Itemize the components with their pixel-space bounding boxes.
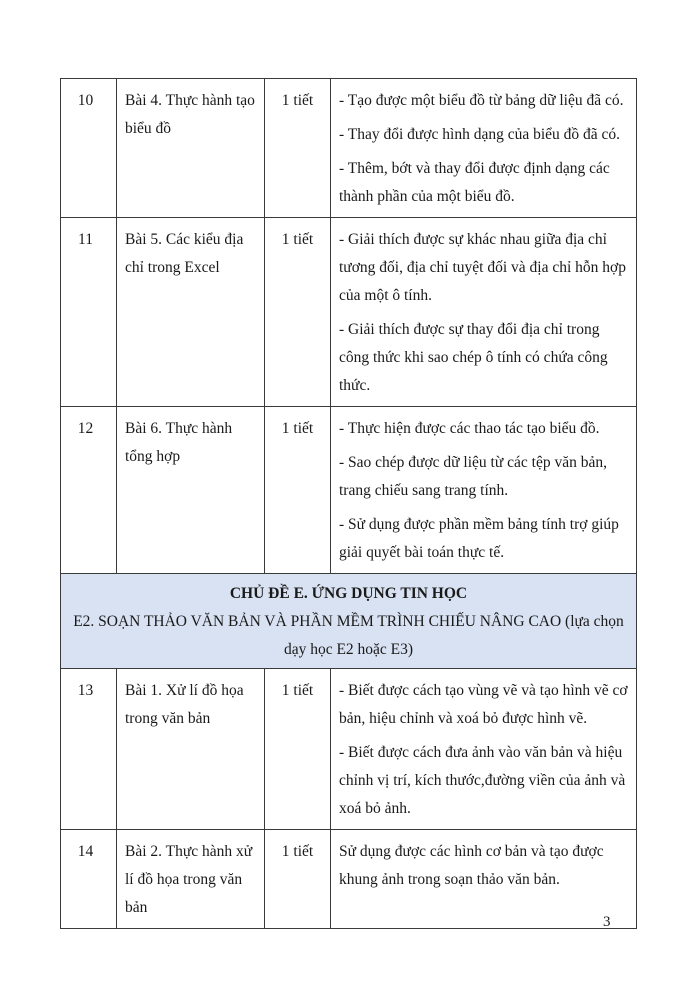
lesson-number-cell: 10 (61, 79, 117, 218)
table-row (61, 669, 637, 830)
requirement-item: - Biết được cách tạo vùng vẽ và tạo hình vẽ cơ bản, hiệu chỉnh và xoá bỏ được hình vẽ. (339, 682, 628, 727)
lesson-number-cell: 12 (61, 407, 117, 574)
lesson-number-cell: 14 (61, 830, 117, 929)
table-body-before (61, 79, 637, 574)
periods-cell: 1 tiết (265, 218, 331, 407)
topic-header-row (61, 574, 637, 669)
page-number: 3 (603, 914, 611, 930)
table-row (61, 218, 637, 407)
table-row (61, 79, 637, 218)
requirement-item: - Tạo được một biểu đồ từ bảng dữ liệu đã có. (339, 92, 624, 109)
lesson-number-cell: 13 (61, 669, 117, 830)
table-body-after (61, 669, 637, 929)
requirements-cell (331, 830, 637, 929)
lesson-title-cell: Bài 5. Các kiểu địa chỉ trong Excel (117, 218, 265, 407)
periods-cell: 1 tiết (265, 79, 331, 218)
table-row (61, 407, 637, 574)
table-row (61, 830, 637, 929)
topic-section (61, 574, 637, 669)
periods-cell: 1 tiết (265, 669, 331, 830)
requirements-cell (331, 218, 637, 407)
lesson-number-cell: 11 (61, 218, 117, 407)
requirement-item: - Thêm, bớt và thay đổi được định dạng các thành phần của một biểu đồ. (339, 160, 610, 205)
requirement-item: - Biết được cách đưa ảnh vào văn bản và hiệu chỉnh vị trí, kích thước,đường viền của ảnh và xoá bỏ ảnh. (339, 744, 626, 817)
topic-subtitle: E2. SOẠN THẢO VĂN BẢN VÀ PHẦN MỀM TRÌNH CHIẾU NÂNG CAO (lựa chọn dạy học E2 hoặc E3) (73, 613, 624, 658)
requirements-cell (331, 407, 637, 574)
topic-title: CHỦ ĐỀ E. ỨNG DỤNG TIN HỌC (229, 585, 468, 602)
requirement-item: Sử dụng được các hình cơ bản và tạo được khung ảnh trong soạn thảo văn bản. (339, 843, 604, 888)
periods-cell: 1 tiết (265, 407, 331, 574)
periods-cell: 1 tiết (265, 830, 331, 929)
requirements-cell (331, 669, 637, 830)
lesson-title-cell: Bài 6. Thực hành tổng hợp (117, 407, 265, 574)
topic-header-cell (61, 574, 637, 669)
requirement-item: - Sử dụng được phần mềm bảng tính trợ giúp giải quyết bài toán thực tế. (339, 516, 619, 561)
curriculum-table (60, 78, 637, 929)
lesson-title-cell: Bài 1. Xử lí đồ họa trong văn bản (117, 669, 265, 830)
requirement-item: - Sao chép được dữ liệu từ các tệp văn bản, trang chiếu sang trang tính. (339, 454, 607, 499)
requirement-item: - Thực hiện được các thao tác tạo biểu đồ. (339, 420, 600, 437)
requirement-item: - Giải thích được sự khác nhau giữa địa chỉ tương đối, địa chỉ tuyệt đối và địa chỉ hỗn hợp của một ô tính. (339, 231, 626, 304)
lesson-title-cell: Bài 2. Thực hành xử lí đồ họa trong văn bản (117, 830, 265, 929)
requirements-cell (331, 79, 637, 218)
lesson-title-cell: Bài 4. Thực hành tạo biểu đồ (117, 79, 265, 218)
requirement-item: - Giải thích được sự thay đổi địa chỉ trong công thức khi sao chép ô tính có chứa công thức. (339, 321, 608, 394)
requirement-item: - Thay đổi được hình dạng của biểu đồ đã có. (339, 126, 621, 143)
